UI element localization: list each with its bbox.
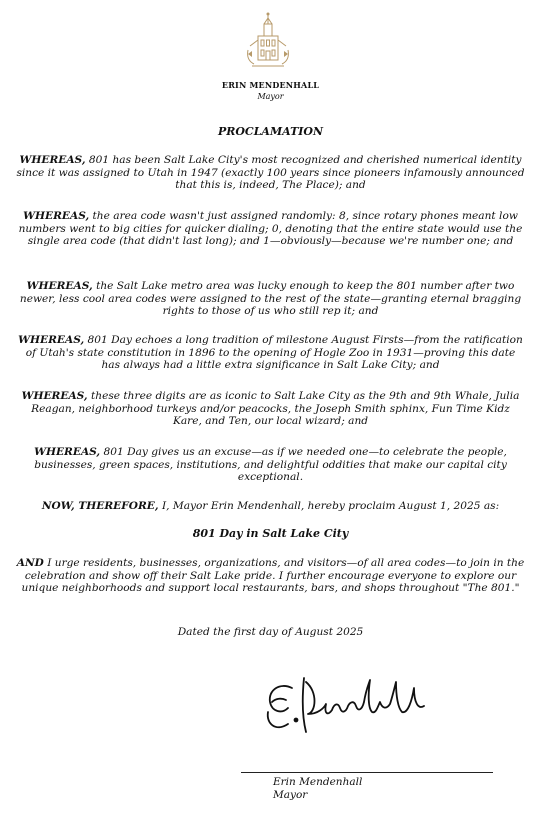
mayor-name-header: ERIN MENDENHALL xyxy=(221,80,320,90)
and-text: I urge residents, businesses, organizations, and visitors—of all area codes—to join in the celebration and show off their Salt Lake pride. I further encourage everyone to explore our unique neighborhoods and support local restaurants, bars, and shops throughout "The 801." xyxy=(21,557,525,595)
whereas-text: 801 Day gives us an excuse—as if we needed one—to celebrate the people, businesses, green spaces, institutions, and delightful oddities that make our capital city exceptional. xyxy=(34,446,507,484)
day-title: 801 Day in Salt Lake City xyxy=(192,527,349,540)
whereas-keyword: WHEREAS, xyxy=(19,154,86,166)
proclamation-heading-block xyxy=(16,126,525,139)
whereas-text: these three digits are as iconic to Salt Lake City as the 9th and 9th Whale, Julia Reagan, neighborhood turkeys and/or peacocks, the Joseph Smith sphinx, Fun Time Kidz Kare, and Ten, our local wizard; and xyxy=(31,390,520,428)
whereas-keyword: WHEREAS, xyxy=(21,390,88,402)
whereas-paragraph-2 xyxy=(16,210,525,248)
whereas-text: the area code wasn't just assigned randomly: 8, since rotary phones meant low numbers went to big cities for quicker dialing; 0, denoting that the entire state would use the single area code (that didn't last long); and 1—obviously—because we're number one; and xyxy=(18,210,523,248)
whereas-keyword: WHEREAS, xyxy=(18,334,85,346)
whereas-paragraph-5 xyxy=(16,390,525,428)
signature-line xyxy=(241,772,493,773)
whereas-text: 801 Day echoes a long tradition of milestone August Firsts—from the ratification of Utah's state constitution in 1896 to the opening of Hogle Zoo in 1931—proving this date has always had a little extra significance in Salt Lake City; and xyxy=(25,334,523,372)
whereas-paragraph-1 xyxy=(16,154,525,192)
whereas-text: 801 has been Salt Lake City's most recognized and cherished numerical identity since it was assigned to Utah in 1947 (exactly 100 years since pioneers infamously announced that this is, indeed, The Place); and xyxy=(16,154,525,192)
whereas-keyword: WHEREAS, xyxy=(23,210,90,222)
handwritten-signature xyxy=(258,668,438,748)
now-therefore-paragraph xyxy=(16,500,525,513)
dated-line xyxy=(16,626,525,639)
day-title-block xyxy=(16,528,525,541)
whereas-paragraph-6 xyxy=(16,446,525,484)
signature-block xyxy=(273,776,362,802)
and-paragraph xyxy=(16,557,525,595)
whereas-keyword: WHEREAS, xyxy=(34,446,101,458)
now-therefore-keyword: NOW, THEREFORE, xyxy=(41,500,159,512)
proclamation-heading: PROCLAMATION xyxy=(217,125,324,138)
and-keyword: AND xyxy=(16,557,44,569)
whereas-keyword: WHEREAS, xyxy=(26,280,93,292)
whereas-paragraph-3 xyxy=(16,280,525,318)
now-therefore-text: I, Mayor Erin Mendenhall, hereby proclaim August 1, 2025 as: xyxy=(161,500,500,512)
signer-name: Erin Mendenhall xyxy=(273,776,363,788)
signer-title: Mayor xyxy=(273,789,308,801)
city-seal-icon xyxy=(240,10,296,70)
dated-text: Dated the first day of August 2025 xyxy=(177,626,364,638)
whereas-paragraph-4 xyxy=(16,334,525,372)
mayor-title-header: Mayor xyxy=(257,92,284,101)
whereas-text: the Salt Lake metro area was lucky enough to keep the 801 number after two newer, less cool area codes were assigned to the rest of the state—granting eternal bragging rights to those of us who still rep it; and xyxy=(19,280,522,318)
